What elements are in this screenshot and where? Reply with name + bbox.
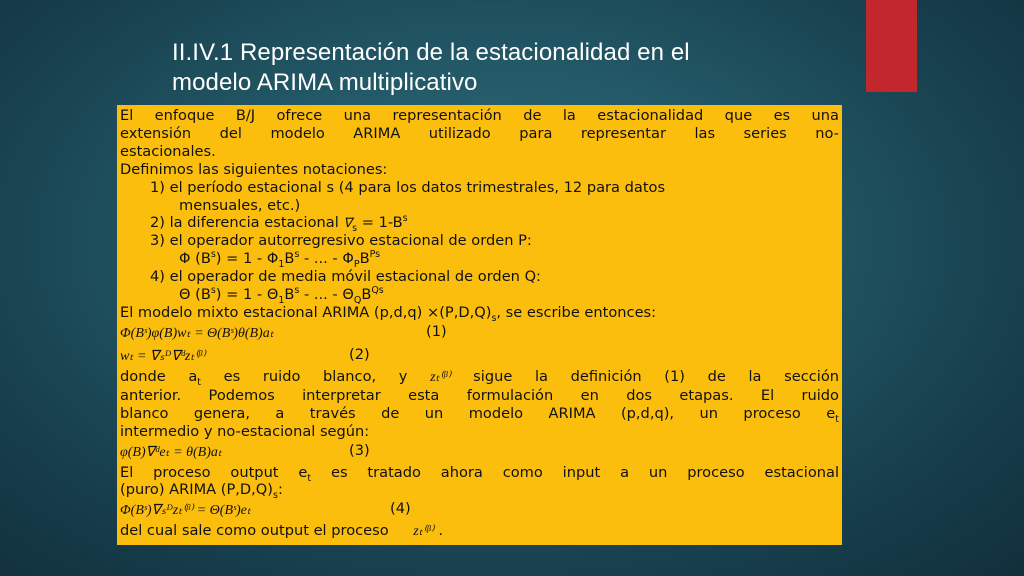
item-3: 3) el operador autorregresivo estacional de orden P: [150,232,532,250]
times-symbol: × [427,303,440,321]
equation-4-row [120,499,839,522]
paragraph-1-line-1: El enfoque B/J ofrece una representación de la estacionalidad que es una [120,107,839,124]
paragraph-1-line-2: extensión del modelo ARIMA utilizado para representar las series no- [120,124,839,142]
item-1-line-1: 1) el período estacional s (4 para los datos trimestrales, 12 para datos [150,178,666,196]
equation-1-row [120,322,839,345]
paragraph-4-line-1: donde $a_t$ es ruido blanco, y zₜ⁽ᵝ⁾ sigue la definición (1) de la sección [120,367,839,387]
paragraph-1-line-3: estacionales. [120,142,216,160]
paragraph-3: El modelo mixto estacional ARIMA $(p,d,q) \times(P,D,Q)_s$, se escribe entonces: [120,303,657,322]
equation-2-number: (2) [349,345,370,363]
item-4-formula: Θ $(B^s) = 1 - \Theta_1B^s$ - ... - $\Theta_QB^{Qs}$ [179,286,384,304]
equation-1-number: (1) [426,322,447,340]
paragraph-2: Definimos las siguientes notaciones: [120,160,388,178]
equation-1: Φ(Bˢ)φ(B)wₜ = Θ(Bˢ)θ(B)aₜ [120,325,274,341]
content-box [117,105,842,545]
z-lambda-symbol-2: zₜ⁽ᵝ⁾ [413,524,434,540]
red-accent-tab [866,0,917,92]
paragraph-4-line-3: blanco genera, a través de un modelo ARIMA (p,d,q), un proceso $e_t$ [120,404,839,423]
paragraph-6: del cual sale como output el proceso zₜ⁽ᵝ⁾ . [120,522,444,540]
equation-2-row [120,345,839,368]
equation-3-row [120,441,839,464]
equation-3-number: (3) [349,441,370,459]
title-line-2: modelo ARIMA multiplicativo [172,69,478,96]
slide-title [172,38,832,98]
item-1-line-2: mensuales, etc.) [179,196,301,214]
item-2: 2) la diferencia estacional $\nabla_s = 1-B^s$ [150,214,408,233]
nabla-symbol: ∇ [343,215,353,231]
item-4: 4) el operador de media móvil estacional de orden Q: [150,268,541,286]
equation-2: wₜ = ∇ₛᴰ∇ᵈzₜ⁽ᵝ⁾ [120,348,206,364]
equation-4: Φ(Bˢ)∇ₛᴰzₜ⁽ᵝ⁾ = Θ(Bˢ)eₜ [120,503,251,519]
paragraph-4-line-4: intermedio y no-estacional según: [120,422,370,440]
title-line-1: II.IV.1 Representación de la estacionalidad en el [172,39,690,66]
z-lambda-symbol: zₜ⁽ᵝ⁾ [430,369,451,385]
paragraph-5-line-1: El proceso output $e_t$ es tratado ahora como input a un proceso estacional [120,463,839,482]
paragraph-5-line-2: (puro) ARIMA $(P,D,Q)_s$: [120,481,283,500]
equation-3: φ(B)∇ᵈeₜ = θ(B)aₜ [120,444,222,460]
equation-4-number: (4) [390,500,411,518]
item-3-formula: Φ $(B^s) = 1 - \Phi_1B^s$ - ... - $\Phi_PB^{Ps}$ [179,250,381,269]
paragraph-4-line-2: anterior. Podemos interpretar esta formulación en dos etapas. El ruido [120,386,839,404]
